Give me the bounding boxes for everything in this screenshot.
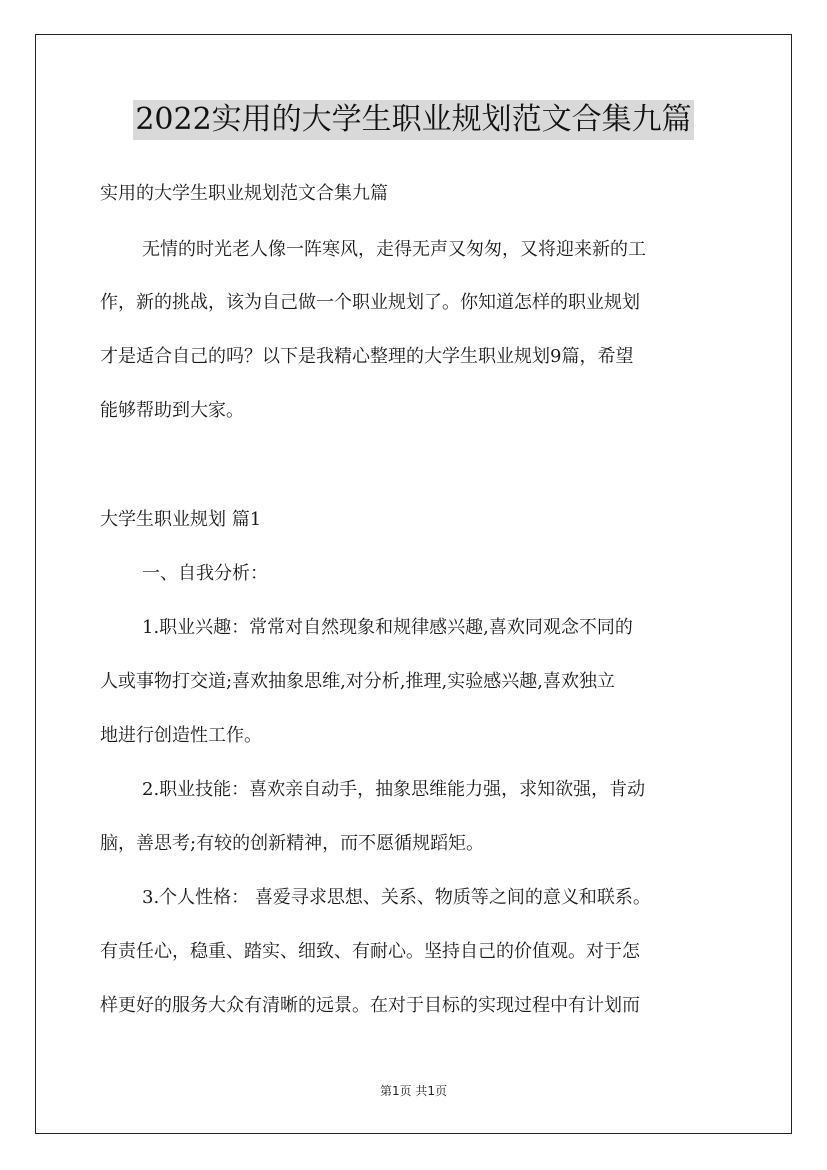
page-footer: 第1页 共1页 <box>379 1084 448 1098</box>
body-line: 有责任心，稳重、踏实、细致、有耐心。坚持自己的价值观。对于怎 <box>100 941 640 962</box>
body-line: 人或事物打交道;喜欢抽象思维,对分析,推理,实验感兴趣,喜欢独立 <box>100 671 615 692</box>
body-line: 样更好的服务大众有清晰的远景。在对于目标的实现过程中有计划而 <box>100 995 640 1016</box>
body-line: 才是适合自己的吗？以下是我精心整理的大学生职业规划9篇，希望 <box>100 346 634 367</box>
body-line: 作，新的挑战，该为自己做一个职业规划了。你知道怎样的职业规划 <box>100 292 640 313</box>
body-line: 3.个人性格： 喜爱寻求思想、关系、物质等之间的意义和联系。 <box>142 887 651 908</box>
body-line: 地进行创造性工作。 <box>100 725 262 746</box>
title-container <box>0 100 827 140</box>
subtitle-line: 实用的大学生职业规划范文合集九篇 <box>100 183 388 204</box>
body-line: 无情的时光老人像一阵寒风，走得无声又匆匆，又将迎来新的工 <box>142 239 646 260</box>
body-line: 2.职业技能：喜欢亲自动手，抽象思维能力强，求知欲强，肯动 <box>142 779 646 800</box>
subheading: 一、自我分析： <box>142 563 268 584</box>
body-line: 1.职业兴趣：常常对自然现象和规律感兴趣,喜欢同观念不同的 <box>142 617 633 638</box>
body-line: 能够帮助到大家。 <box>100 400 244 421</box>
document-title: 2022实用的大学生职业规划范文合集九篇 <box>133 100 693 140</box>
body-line: 脑，善思考;有较的创新精神，而不愿循规蹈矩。 <box>100 833 485 854</box>
section-heading: 大学生职业规划 篇1 <box>100 509 262 530</box>
